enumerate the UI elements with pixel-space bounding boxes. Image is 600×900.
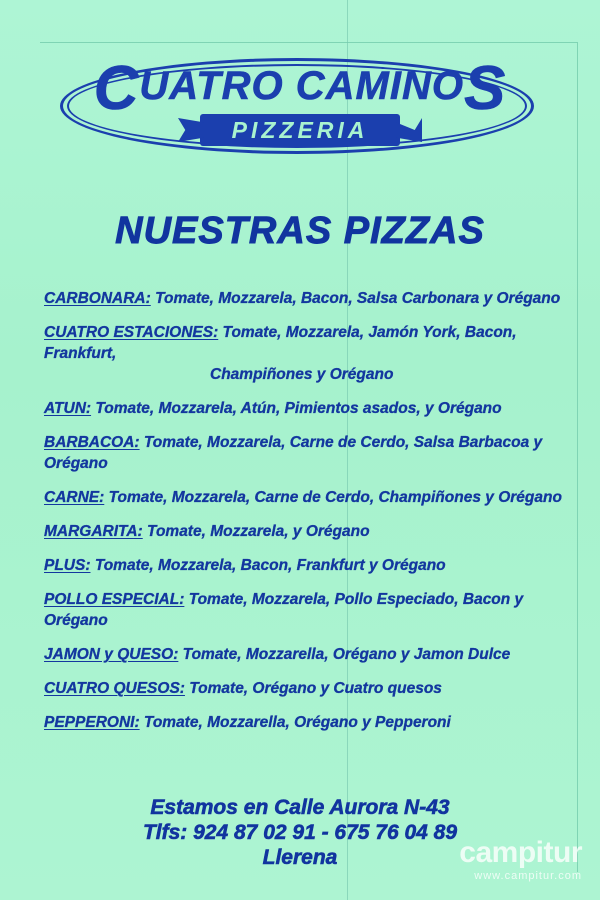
pizza-description: Tomate, Mozzarela, y Orégano (147, 523, 370, 540)
list-item (44, 521, 574, 542)
scan-edge-top (40, 42, 578, 43)
logo-final: S (463, 54, 507, 123)
list-item (44, 678, 574, 699)
pizza-name: JAMON y QUESO: (44, 646, 179, 663)
pizza-description: Tomate, Mozzarela, Carne de Cerdo, Salsa Barbacoa y Orégano (44, 434, 543, 472)
list-item (44, 644, 574, 665)
watermark-brand: campitur (459, 836, 582, 869)
watermark-url: www.campitur.com (474, 870, 582, 882)
logo (50, 52, 550, 162)
pizza-name: PEPPERONI: (44, 714, 140, 731)
pizza-description: Tomate, Mozzarella, Orégano y Pepperoni (143, 714, 451, 731)
pizza-description: Tomate, Mozzarela, Atún, Pimientos asados, y Orégano (95, 400, 502, 417)
list-item (44, 712, 574, 733)
pizza-description-line2: Champiñones y Orégano (210, 366, 394, 383)
pizza-name: CARBONARA: (44, 290, 151, 307)
list-item (44, 589, 574, 631)
logo-initial: C (93, 54, 140, 123)
pizza-description: Tomate, Orégano y Cuatro quesos (189, 680, 442, 697)
logo-brand-rest: UATRO CAMINO (139, 64, 464, 108)
footer-town: Llerena (262, 846, 338, 869)
pizza-description: Tomate, Mozzarella, Orégano y Jamon Dulce (182, 646, 511, 663)
pizza-description: Tomate, Mozzarela, Pollo Especiado, Bacon y Orégano (44, 591, 524, 629)
logo-ribbon-label: PIZZERIA (231, 117, 369, 143)
page-title: NUESTRAS PIZZAS (115, 210, 485, 252)
list-item (44, 487, 574, 508)
pizza-name: POLLO ESPECIAL: (44, 591, 185, 608)
pizza-name: CUATRO ESTACIONES: (44, 324, 219, 341)
pizza-description: Tomate, Mozzarela, Bacon, Frankfurt y Orégano (94, 557, 446, 574)
list-item (44, 322, 574, 385)
pizza-name: MARGARITA: (44, 523, 143, 540)
footer-phones: Tlfs: 924 87 02 91 - 675 76 04 89 (142, 821, 458, 844)
list-item (44, 288, 574, 309)
logo-title (50, 54, 550, 123)
pizza-description: Tomate, Mozzarela, Carne de Cerdo, Champiñones y Orégano (108, 489, 562, 506)
watermark (459, 838, 582, 882)
logo-ribbon (200, 114, 400, 146)
pizza-description: Tomate, Mozzarela, Jamón York, Bacon, Frankfurt, (44, 324, 517, 362)
scan-edge-right (577, 42, 578, 872)
pizza-name: BARBACOA: (44, 434, 140, 451)
list-item (44, 432, 574, 474)
pizza-description: Tomate, Mozzarela, Bacon, Salsa Carbonara y Orégano (155, 290, 561, 307)
footer-address: Estamos en Calle Aurora N-43 (150, 796, 450, 819)
list-item (44, 398, 574, 419)
pizza-name: PLUS: (44, 557, 91, 574)
list-item (44, 555, 574, 576)
pizza-name: CARNE: (44, 489, 105, 506)
pizza-list (44, 288, 574, 746)
pizza-name: ATUN: (44, 400, 92, 417)
pizza-name: CUATRO QUESOS: (44, 680, 185, 697)
